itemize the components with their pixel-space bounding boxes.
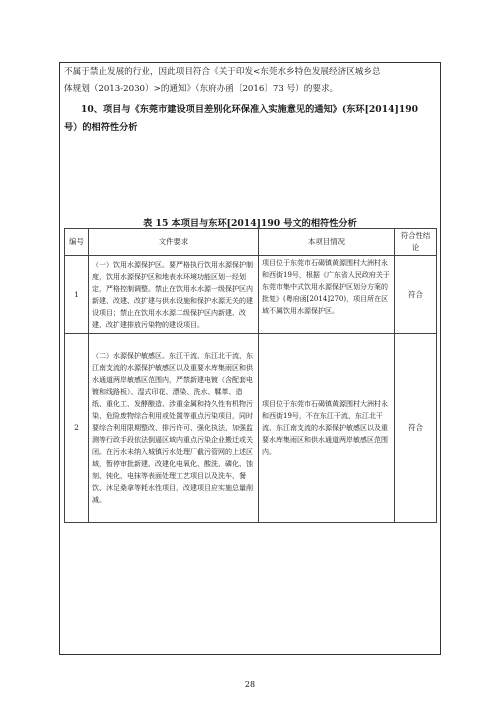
page-number: 28 — [244, 680, 256, 689]
intro-line-1: 不属于禁止发展的行业，因此项目符合《关于印发<东莞水乡特色发展经济区城乡总 — [64, 67, 381, 77]
table-header-row — [65, 229, 437, 256]
row-conclusion: 符合 — [395, 256, 437, 334]
row-project: 项目位于东莞市石碣镇黄源围村大洲村永和西街19号，根据《广东省人民政府关于东莞市集中式饮用水源保护区划分方案的批复》(粤府函[2014]270)，项目所在区域不属饮用水源保护区。 — [259, 256, 395, 334]
header-conclusion: 符合性结论 — [395, 229, 437, 256]
row-project: 项目位于东莞市石碣镇黄源围村大洲村永和西街19号，不在东江干流、东江北干流、东江南支流的水源保护敏感区以及重要水库集雨区和供水通道两岸敏感区范围内。 — [259, 334, 395, 523]
header-no: 编号 — [65, 229, 89, 256]
table-row — [65, 256, 437, 334]
row-no: 1 — [65, 256, 89, 334]
row-requirement: （二）水源保护敏感区。东江干流、东江北干流、东江南支流的水源保护敏感区以及重要水库集雨区和供水通道两岸敏感区范围内，严禁新建电镀（含配套电镀和线路板）、湿式印花、漂染、洗水、鞣革、造纸、重化工、发酵酿造、涉重金属和持久性有机物污染、危险废物综合利用或处置等重点污染项目，同时要综合利用限期整改、排污许可、强化执法、加强监测等行政手段依法倒逼区域内重点污染企业搬迁或关闭。在污水未纳入城镇污水处理厂截污管网的上述区域，暂停审批新建、改建化电氧化、酸洗、磷化、蚀刻、钝化、电抹等表面处理工艺项目以及洗车、餐饮、沐足桑拿等耗水性项目，改建项目应实施总量削减。 — [89, 334, 259, 523]
table-caption: 表 15 本项目与东环[2014]190 号文的相符性分析 — [143, 218, 357, 229]
row-requirement: （一）饮用水源保护区。要严格执行饮用水源保护制度，饮用水源保护区和地表水环境功能区划一经划定，严格控制调整。禁止在饮用水水源一级保护区内新建、改建、改扩建与供水设施和保护水源无关的建设项目；禁止在饮用水水源二级保护区内新建、改建、改扩建排放污染物的建设项目。 — [89, 256, 259, 334]
table-row — [65, 334, 437, 523]
section-heading — [64, 101, 436, 137]
header-requirement: 文件要求 — [89, 229, 259, 256]
section-heading-line-2: 号）的相符性分析 — [64, 122, 138, 133]
intro-line-2: 体规划（2013-2030）>的通知》（东府办函〔2016〕73 号）的要求。 — [64, 84, 339, 94]
compliance-table — [64, 228, 437, 523]
row-no: 2 — [65, 334, 89, 523]
row-conclusion: 符合 — [395, 334, 437, 523]
section-heading-line-1: 10、项目与《东莞市建设项目差别化环保准入实施意见的通知》(东环[2014]190 — [81, 104, 419, 115]
intro-paragraph — [64, 64, 438, 98]
header-project: 本项目情况 — [259, 229, 395, 256]
